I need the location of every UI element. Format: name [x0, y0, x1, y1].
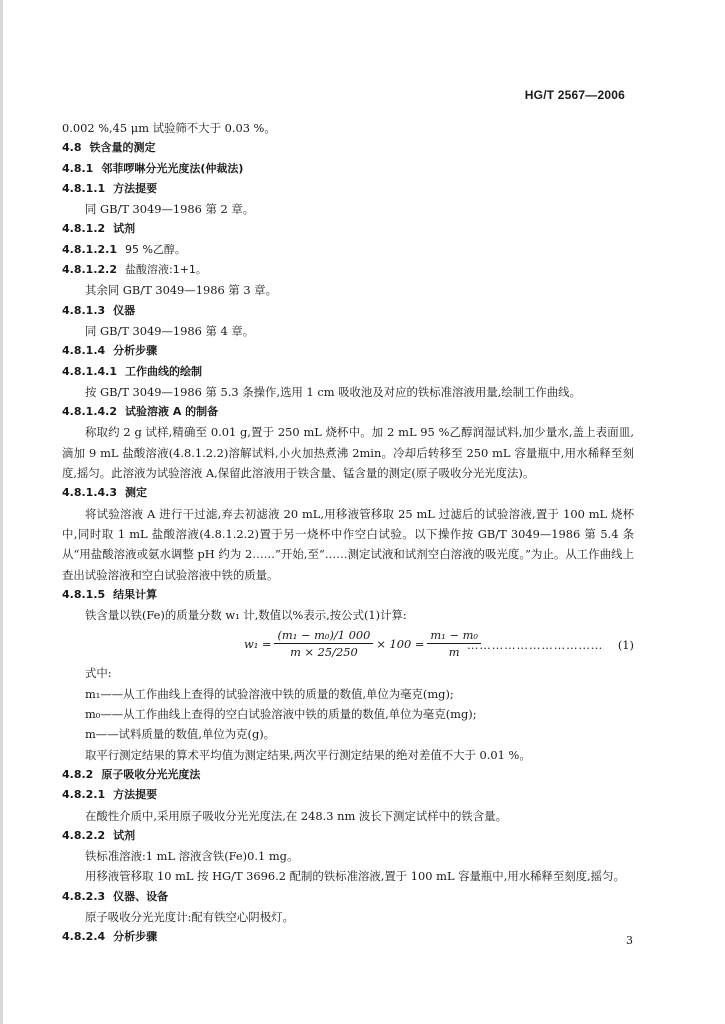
paragraph: 称取约 2 g 试样,精确至 0.01 g,置于 250 mL 烧杯中。加 2 mL 95 %乙醇润湿试料,加少量水,盖上表面皿,滴加 9 mL 盐酸溶液(4.8.1.2.2)溶解试料,小火加热煮沸 2min。冷却后转移至 250 mL 容量瓶中,用水稀释至刻度,摇匀。此溶液为试验溶液 A,保留此溶液用于铁含量、锰含量的测定(原子吸收分光光度法)。 — [62, 425, 634, 481]
section-heading: 4.8.1.2.2 盐酸溶液:1+1。 — [62, 263, 207, 277]
section-heading: 4.8.1.1 方法提要 — [62, 181, 158, 195]
section-heading: 4.8.1.2.1 95 %乙醇。 — [62, 242, 186, 256]
section-heading: 4.8.1.5 结果计算 — [62, 587, 158, 601]
section-heading: 4.8.2 原子吸收分光光度法 — [62, 767, 201, 781]
document-body — [62, 118, 634, 948]
section-heading: 4.8 铁含量的测定 — [62, 141, 156, 155]
section-heading: 4.8.1.2 试剂 — [62, 222, 136, 236]
text-line: 同 GB/T 3049—1986 第 4 章。 — [85, 323, 255, 338]
text-line: 铁标准溶液:1 mL 溶液含铁(Fe)0.1 mg。 — [85, 849, 299, 864]
section-heading: 4.8.1.4 分析步骤 — [62, 344, 158, 358]
formula-expression: w₁ = $\frac{\text{(m₁ − m₀)/1 000}}{m \times 25/250}$ × 100 = $\frac{\text{m₁ − m₀}}{m}$ — [244, 627, 484, 660]
variable-definition: m——试料质量的数值,单位为克(g)。 — [85, 727, 276, 742]
section-heading: 4.8.1 邻菲啰啉分光光度法(仲裁法) — [62, 161, 244, 175]
scan-edge — [0, 0, 3, 1024]
page-number: 3 — [626, 934, 633, 947]
paragraph: 用移液管移取 10 mL 按 HG/T 3696.2 配制的铁标准溶液,置于 100 mL 容量瓶中,用水稀释至刻度,摇匀。 — [85, 869, 625, 884]
text-line: 原子吸收分光光度计:配有铁空心阴极灯。 — [85, 909, 294, 924]
section-heading: 4.8.1.4.1 工作曲线的绘制 — [62, 364, 202, 378]
formula-1 — [62, 625, 634, 663]
section-heading: 4.8.2.2 试剂 — [62, 828, 136, 842]
variable-definition: m₀——从工作曲线上查得的空白试验溶液中铁的质量的数值,单位为毫克(mg); — [85, 707, 477, 722]
text-line: 同 GB/T 3049—1986 第 2 章。 — [85, 202, 255, 217]
section-heading: 4.8.2.4 分析步骤 — [62, 930, 158, 944]
section-heading: 4.8.2.3 仪器、设备 — [62, 889, 169, 903]
text-line: 取平行测定结果的算术平均值为测定结果,两次平行测定结果的绝对差值不大于 0.01 %。 — [85, 747, 531, 762]
section-heading: 4.8.1.4.3 测定 — [62, 486, 147, 500]
equation-number: (1) — [617, 638, 634, 653]
text-line: 0.002 %,45 μm 试验筛不大于 0.03 %。 — [62, 121, 276, 135]
fraction: $\frac{\text{m₁ − m₀}}{m}$ — [427, 627, 481, 660]
standard-code: HG/T 2567—2006 — [524, 88, 625, 102]
text-line: 在酸性介质中,采用原子吸收分光光度法,在 248.3 nm 波长下测定试样中的铁含量。 — [85, 808, 507, 823]
section-heading: 4.8.1.3 仪器 — [62, 303, 136, 317]
section-heading: 4.8.1.4.2 试验溶液 A 的制备 — [62, 405, 219, 419]
text-line: 其余同 GB/T 3049—1986 第 3 章。 — [85, 283, 277, 298]
paragraph: 将试验溶液 A 进行干过滤,弃去初滤液 20 mL,用移液管移取 25 mL 过滤后的试验溶液,置于 100 mL 烧杯中,同时取 1 mL 盐酸溶液(4.8.1.2.2)置于另一烧杯中作空白试验。以下操作按 GB/T 3049—1986 第 5.4 条从“用盐酸溶液或氨水调整 pH 约为 2……”开始,至“……测定试液和试剂空白溶液的吸光度。”为止。从工作曲线上查出试验溶液和空白试验溶液中铁的质量。 — [62, 506, 634, 582]
leader-dots: …………………………… — [467, 638, 604, 653]
section-heading: 4.8.2.1 方法提要 — [62, 788, 158, 802]
variable-definition: m₁——从工作曲线上查得的试验溶液中铁的质量的数值,单位为毫克(mg); — [85, 686, 454, 701]
text-line: 式中: — [85, 666, 112, 681]
text-line: 按 GB/T 3049—1986 第 5.3 条操作,选用 1 cm 吸收池及对应的铁标准溶液用量,绘制工作曲线。 — [85, 384, 581, 399]
text-line: 铁含量以铁(Fe)的质量分数 w₁ 计,数值以%表示,按公式(1)计算: — [85, 608, 407, 623]
fraction: $\frac{\text{(m₁ − m₀)/1 000}}{m \times 25/250}$ — [274, 627, 373, 660]
